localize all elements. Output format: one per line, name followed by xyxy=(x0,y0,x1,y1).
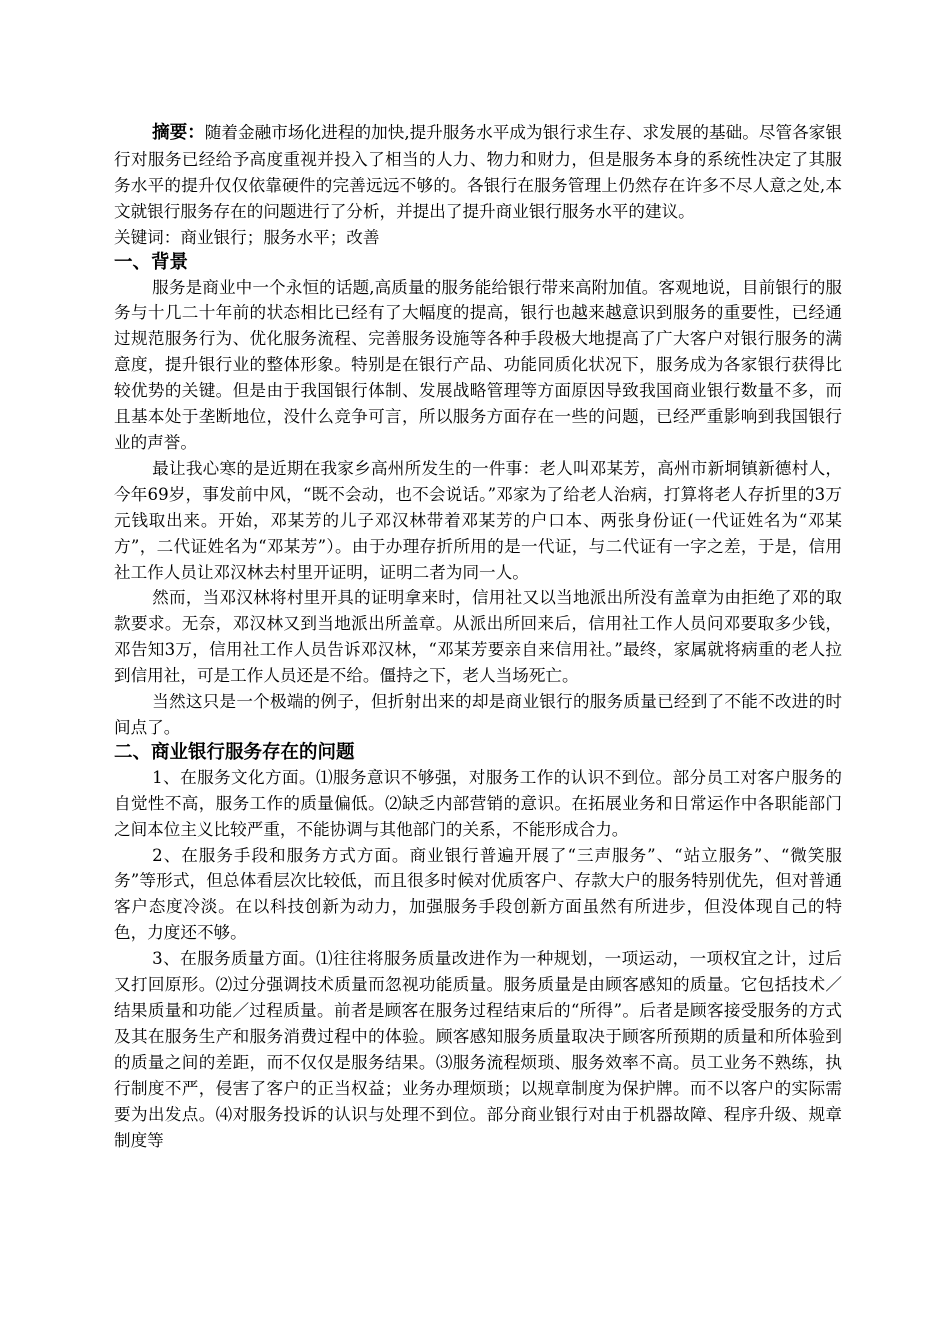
body-paragraph: 最让我心寒的是近期在我家乡高州所发生的一件事：老人叫邓某芳，高州市新垌镇新德村人，今年69岁，事发前中风，“既不会动，也不会说话。”邓家为了给老人治病，打算将老人存折里的3万元钱取出来。开始，邓某芳的儿子邓汉林带着邓某芳的户口本、两张身份证(一代证姓名为“邓某方”，二代证姓名为“邓某芳”）。由于办理存折所用的是一代证，与二代证有一字之差，于是，信用社工作人员让邓汉林去村里开证明，证明二者为同一人。 xyxy=(114,458,842,582)
section-heading-background: 一、背景 xyxy=(114,251,189,273)
body-paragraph: 服务是商业中一个永恒的话题,高质量的服务能给银行带来高附加值。客观地说，目前银行的服务与十几二十年前的状态相比已经有了大幅度的提高，银行也越来越意识到服务的重要性，已经通过规范服务行为、优化服务流程、完善服务设施等各种手段极大地提高了广大客户对银行服务的满意度，提升银行业的整体形象。特别是在银行产品、功能同质化状况下，服务成为各家银行获得比较优势的关键。但是由于我国银行体制、发展战略管理等方面原因导致我国商业银行数量不多，而且基本处于垄断地位，没什么竞争可言，所以服务方面存在一些的问题，已经严重影响到我国银行业的声誉。 xyxy=(114,277,842,452)
abstract-text: 随着金融市场化进程的加快,提升服务水平成为银行求生存、求发展的基础。尽管各家银行对服务已经给予高度重视并投入了相当的人力、物力和财力，但是服务本身的系统性决定了其服务水平的提升仅仅依靠硬件的完善远远不够的。各银行在服务管理上仍然存在许多不尽人意之处,本文就银行服务存在的问题进行了分析，并提出了提升商业银行服务水平的建议。 xyxy=(114,123,842,221)
document-page xyxy=(114,120,842,1153)
body-paragraph: 然而，当邓汉林将村里开具的证明拿来时，信用社又以当地派出所没有盖章为由拒绝了邓的取款要求。无奈，邓汉林又到当地派出所盖章。从派出所回来后，信用社工作人员问邓要取多少钱，邓告知3万，信用社工作人员告诉邓汉林，“邓某芳要亲自来信用社。”最终，家属就将病重的老人拉到信用社，可是工作人员还是不给。僵持之下，老人当场死亡。 xyxy=(114,588,842,686)
abstract-label: 摘要： xyxy=(152,123,205,143)
body-paragraph: 当然这只是一个极端的例子，但折射出来的却是商业银行的服务质量已经到了不能不改进的时间点了。 xyxy=(114,692,842,737)
body-paragraph: 2、在服务手段和服务方式方面。商业银行普遍开展了“三声服务”、“站立服务”、“微笑服务”等形式，但总体看层次比较低，而且很多时候对优质客户、存款大户的服务特别优先，但对普通客户态度冷淡。在以科技创新为动力，加强服务手段创新方面虽然有所进步，但没体现自己的特色，力度还不够。 xyxy=(114,845,842,943)
body-paragraph: 3、在服务质量方面。⑴往往将服务质量改进作为一种规划，一项运动，一项权宜之计，过后又打回原形。⑵过分强调技术质量而忽视功能质量。服务质量是由顾客感知的质量。它包括技术／结果质量和功能／过程质量。前者是顾客在服务过程结束后的“所得”。后者是顾客接受服务的方式及其在服务生产和服务消费过程中的体验。顾客感知服务质量取决于顾客所预期的质量和所体验到的质量之间的差距，而不仅仅是服务结果。⑶服务流程烦琐、服务效率不高。员工业务不熟练，执行制度不严，侵害了客户的正当权益；业务办理烦琐；以规章制度为保护牌。而不以客户的实际需要为出发点。⑷对服务投诉的认识与处理不到位。部分商业银行对由于机器故障、程序升级、规章制度等 xyxy=(114,949,842,1150)
keywords-line: 关键词：商业银行；服务水平；改善 xyxy=(114,227,380,247)
section-heading-problems: 二、商业银行服务存在的问题 xyxy=(114,741,355,763)
body-paragraph: 1、在服务文化方面。⑴服务意识不够强，对服务工作的认识不到位。部分员工对客户服务的自觉性不高，服务工作的质量偏低。⑵缺乏内部营销的意识。在拓展业务和日常运作中各职能部门之间本位主义比较严重，不能协调与其他部门的关系，不能形成合力。 xyxy=(114,767,842,839)
abstract-paragraph xyxy=(114,120,842,225)
